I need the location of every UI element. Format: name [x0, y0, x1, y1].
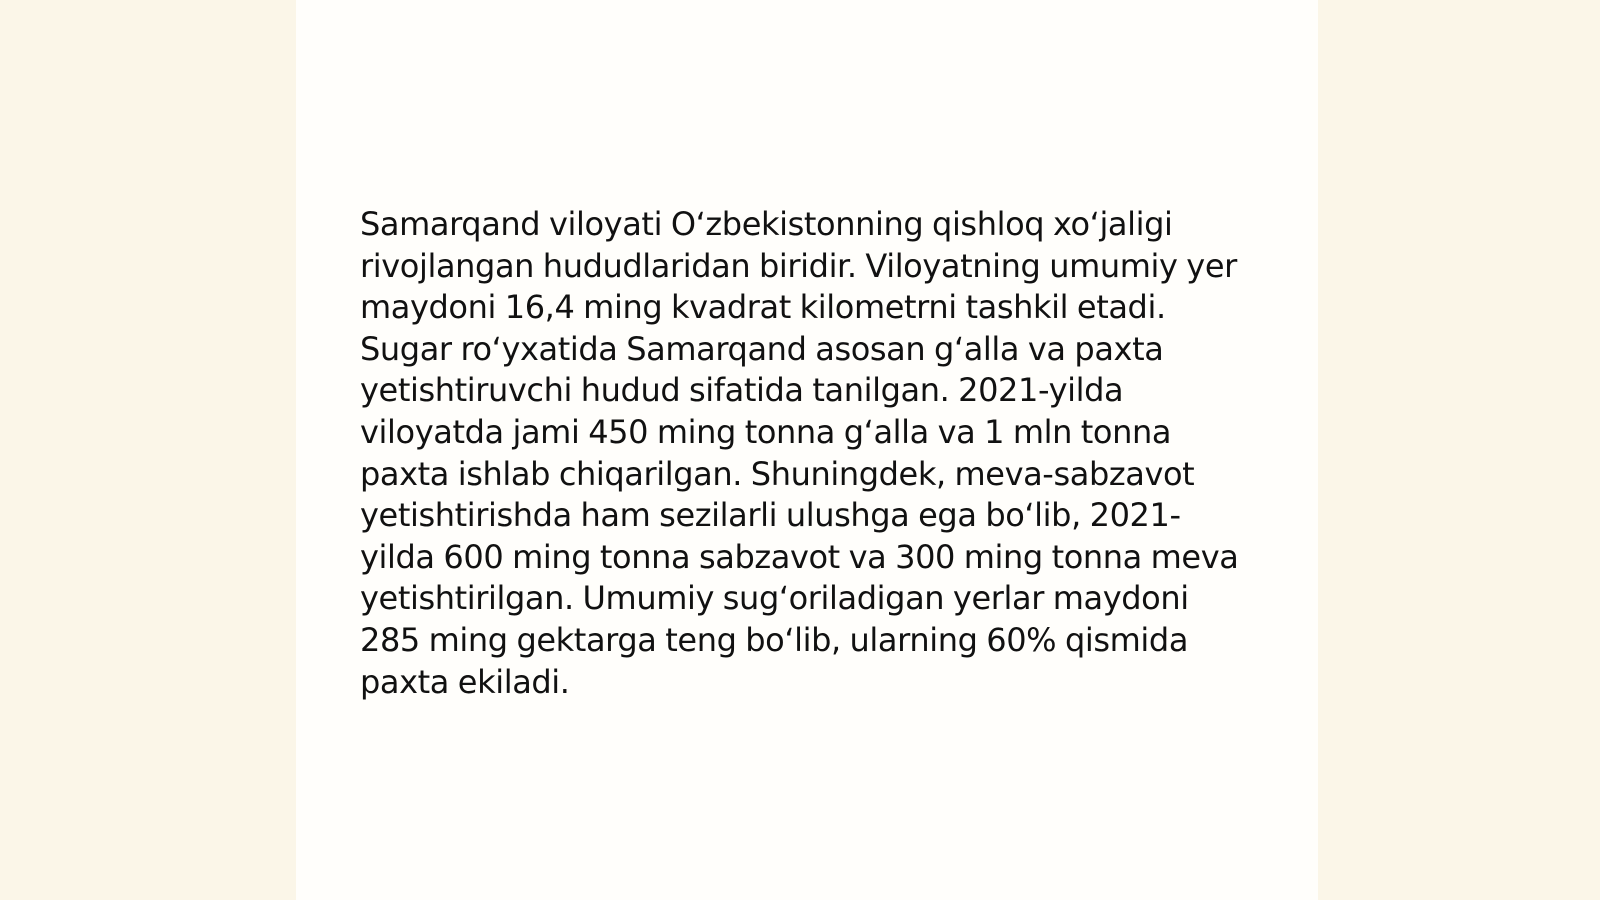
- document-page: [296, 0, 1318, 900]
- body-paragraph: Samarqand viloyati O‘zbekistonning qishloq xo‘jaligi rivojlangan hududlaridan biridir. Viloyatning umumiy yer maydoni 16,4 ming kvadrat kilometrni tashkil etadi. Sugar ro‘yxatida Samarqand asosan g‘alla va paxta yetishtiruvchi hudud sifatida tanilgan. 2021-yilda viloyatda jami 450 ming tonna g‘alla va 1 mln tonna paxta ishlab chiqarilgan. Shuningdek, meva-sabzavot yetishtirishda ham sezilarli ulushga ega bo‘lib, 2021-yilda 600 ming tonna sabzavot va 300 ming tonna meva yetishtirilgan. Umumiy sug‘oriladigan yerlar maydoni 285 ming gektarga teng bo‘lib, ularning 60% qismida paxta ekiladi.: [360, 205, 1239, 701]
